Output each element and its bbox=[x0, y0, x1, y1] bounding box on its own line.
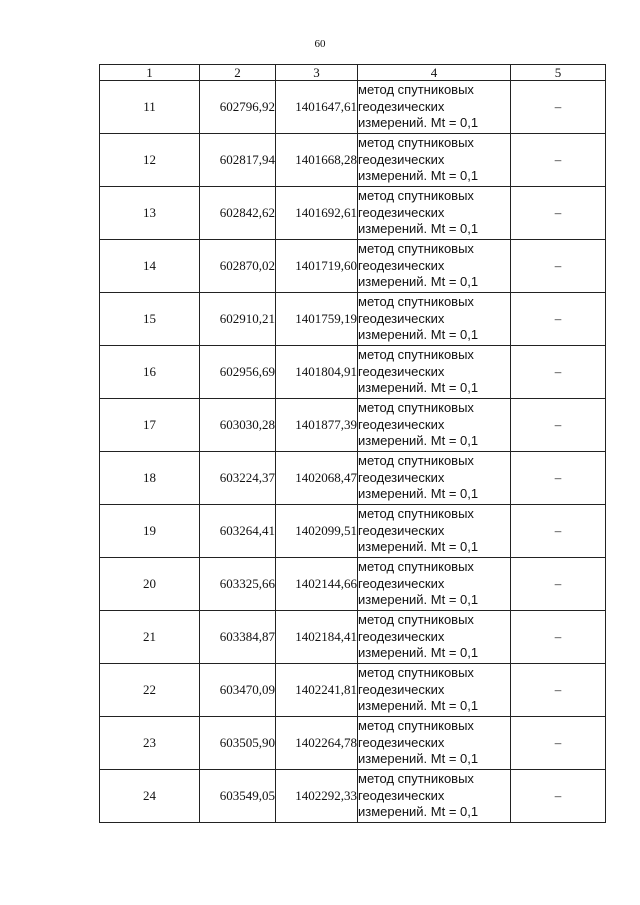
point-number: 21 bbox=[100, 611, 200, 664]
method-line: геодезических bbox=[358, 575, 445, 591]
coordinate-x: 603505,90 bbox=[200, 717, 276, 770]
page-number: 60 bbox=[314, 38, 326, 50]
method-description bbox=[358, 770, 511, 823]
method-description bbox=[358, 505, 511, 558]
coordinate-y: 1402099,51 bbox=[276, 505, 358, 558]
coordinate-y: 1401759,19 bbox=[276, 293, 358, 346]
note-dash: – bbox=[511, 611, 606, 664]
method-line: метод спутниковых bbox=[358, 506, 474, 522]
coordinate-x: 603325,66 bbox=[200, 558, 276, 611]
coordinate-x: 602842,62 bbox=[200, 187, 276, 240]
note-dash: – bbox=[511, 770, 606, 823]
table-row bbox=[100, 452, 606, 505]
method-description bbox=[358, 399, 511, 452]
point-number: 16 bbox=[100, 346, 200, 399]
method-description bbox=[358, 81, 511, 134]
method-line: метод спутниковых bbox=[358, 612, 474, 628]
point-number: 20 bbox=[100, 558, 200, 611]
coordinate-x: 603549,05 bbox=[200, 770, 276, 823]
method-line: измерений. Mt = 0,1 bbox=[358, 804, 479, 820]
method-line: метод спутниковых bbox=[358, 453, 474, 469]
method-line: метод спутниковых bbox=[358, 559, 474, 575]
point-number: 12 bbox=[100, 134, 200, 187]
method-description bbox=[358, 452, 511, 505]
table-row bbox=[100, 346, 606, 399]
point-number: 15 bbox=[100, 293, 200, 346]
method-line: геодезических bbox=[358, 257, 445, 273]
method-description bbox=[358, 187, 511, 240]
coordinate-x: 602817,94 bbox=[200, 134, 276, 187]
header-col-4: 4 bbox=[358, 65, 511, 81]
coordinate-x: 603224,37 bbox=[200, 452, 276, 505]
coordinate-y: 1401804,91 bbox=[276, 346, 358, 399]
note-dash: – bbox=[511, 346, 606, 399]
point-number: 18 bbox=[100, 452, 200, 505]
method-line: измерений. Mt = 0,1 bbox=[358, 645, 479, 661]
method-line: метод спутниковых bbox=[358, 135, 474, 151]
coordinate-x: 602870,02 bbox=[200, 240, 276, 293]
method-line: геодезических bbox=[358, 522, 445, 538]
coordinate-x: 603384,87 bbox=[200, 611, 276, 664]
coordinate-x: 603264,41 bbox=[200, 505, 276, 558]
coordinate-y: 1401719,60 bbox=[276, 240, 358, 293]
method-line: геодезических bbox=[358, 310, 445, 326]
method-line: метод спутниковых bbox=[358, 400, 474, 416]
method-line: измерений. Mt = 0,1 bbox=[358, 168, 479, 184]
method-line: измерений. Mt = 0,1 bbox=[358, 327, 479, 343]
table-row bbox=[100, 558, 606, 611]
table-body bbox=[100, 81, 606, 823]
coordinate-y: 1402292,33 bbox=[276, 770, 358, 823]
method-line: метод спутниковых bbox=[358, 665, 474, 681]
table-row bbox=[100, 293, 606, 346]
coordinate-x: 602956,69 bbox=[200, 346, 276, 399]
method-line: геодезических bbox=[358, 469, 445, 485]
method-line: метод спутниковых bbox=[358, 241, 474, 257]
coordinates-table bbox=[99, 64, 606, 823]
table-row bbox=[100, 664, 606, 717]
table-row bbox=[100, 134, 606, 187]
method-line: измерений. Mt = 0,1 bbox=[358, 221, 479, 237]
method-description bbox=[358, 240, 511, 293]
coordinate-y: 1401668,28 bbox=[276, 134, 358, 187]
method-line: метод спутниковых bbox=[358, 82, 474, 98]
header-col-2: 2 bbox=[200, 65, 276, 81]
method-line: геодезических bbox=[358, 204, 445, 220]
method-line: геодезических bbox=[358, 151, 445, 167]
point-number: 13 bbox=[100, 187, 200, 240]
point-number: 22 bbox=[100, 664, 200, 717]
method-description bbox=[358, 134, 511, 187]
point-number: 23 bbox=[100, 717, 200, 770]
method-line: геодезических bbox=[358, 681, 445, 697]
method-line: измерений. Mt = 0,1 bbox=[358, 539, 479, 555]
point-number: 11 bbox=[100, 81, 200, 134]
header-row bbox=[100, 65, 606, 81]
method-line: измерений. Mt = 0,1 bbox=[358, 115, 479, 131]
coordinate-y: 1401647,61 bbox=[276, 81, 358, 134]
coordinate-x: 603030,28 bbox=[200, 399, 276, 452]
method-line: геодезических bbox=[358, 787, 445, 803]
point-number: 19 bbox=[100, 505, 200, 558]
method-line: измерений. Mt = 0,1 bbox=[358, 698, 479, 714]
coordinate-x: 603470,09 bbox=[200, 664, 276, 717]
method-line: метод спутниковых bbox=[358, 294, 474, 310]
note-dash: – bbox=[511, 664, 606, 717]
method-description bbox=[358, 293, 511, 346]
table-row bbox=[100, 505, 606, 558]
method-line: геодезических bbox=[358, 734, 445, 750]
coordinate-y: 1401692,61 bbox=[276, 187, 358, 240]
method-line: измерений. Mt = 0,1 bbox=[358, 751, 479, 767]
table-row bbox=[100, 717, 606, 770]
method-line: метод спутниковых bbox=[358, 188, 474, 204]
note-dash: – bbox=[511, 81, 606, 134]
method-line: измерений. Mt = 0,1 bbox=[358, 486, 479, 502]
coordinate-y: 1402184,41 bbox=[276, 611, 358, 664]
note-dash: – bbox=[511, 452, 606, 505]
note-dash: – bbox=[511, 505, 606, 558]
note-dash: – bbox=[511, 293, 606, 346]
note-dash: – bbox=[511, 187, 606, 240]
coordinate-y: 1401877,39 bbox=[276, 399, 358, 452]
method-line: геодезических bbox=[358, 98, 445, 114]
coordinate-x: 602910,21 bbox=[200, 293, 276, 346]
coordinate-y: 1402144,66 bbox=[276, 558, 358, 611]
method-line: геодезических bbox=[358, 363, 445, 379]
table-row bbox=[100, 399, 606, 452]
table-row bbox=[100, 187, 606, 240]
method-line: измерений. Mt = 0,1 bbox=[358, 274, 479, 290]
method-line: геодезических bbox=[358, 628, 445, 644]
method-line: измерений. Mt = 0,1 bbox=[358, 380, 479, 396]
method-line: измерений. Mt = 0,1 bbox=[358, 433, 479, 449]
table-row bbox=[100, 770, 606, 823]
coordinate-x: 602796,92 bbox=[200, 81, 276, 134]
coordinate-y: 1402264,78 bbox=[276, 717, 358, 770]
note-dash: – bbox=[511, 717, 606, 770]
method-description bbox=[358, 717, 511, 770]
table-row bbox=[100, 611, 606, 664]
table-row bbox=[100, 240, 606, 293]
note-dash: – bbox=[511, 399, 606, 452]
method-line: метод спутниковых bbox=[358, 347, 474, 363]
header-col-1: 1 bbox=[100, 65, 200, 81]
point-number: 14 bbox=[100, 240, 200, 293]
header-col-5: 5 bbox=[511, 65, 606, 81]
point-number: 17 bbox=[100, 399, 200, 452]
coordinate-y: 1402241,81 bbox=[276, 664, 358, 717]
coordinate-y: 1402068,47 bbox=[276, 452, 358, 505]
method-line: измерений. Mt = 0,1 bbox=[358, 592, 479, 608]
method-line: геодезических bbox=[358, 416, 445, 432]
header-col-3: 3 bbox=[276, 65, 358, 81]
note-dash: – bbox=[511, 240, 606, 293]
note-dash: – bbox=[511, 134, 606, 187]
method-description bbox=[358, 664, 511, 717]
method-description bbox=[358, 346, 511, 399]
table-row bbox=[100, 81, 606, 134]
method-line: метод спутниковых bbox=[358, 771, 474, 787]
method-description bbox=[358, 558, 511, 611]
method-line: метод спутниковых bbox=[358, 718, 474, 734]
method-description bbox=[358, 611, 511, 664]
point-number: 24 bbox=[100, 770, 200, 823]
note-dash: – bbox=[511, 558, 606, 611]
